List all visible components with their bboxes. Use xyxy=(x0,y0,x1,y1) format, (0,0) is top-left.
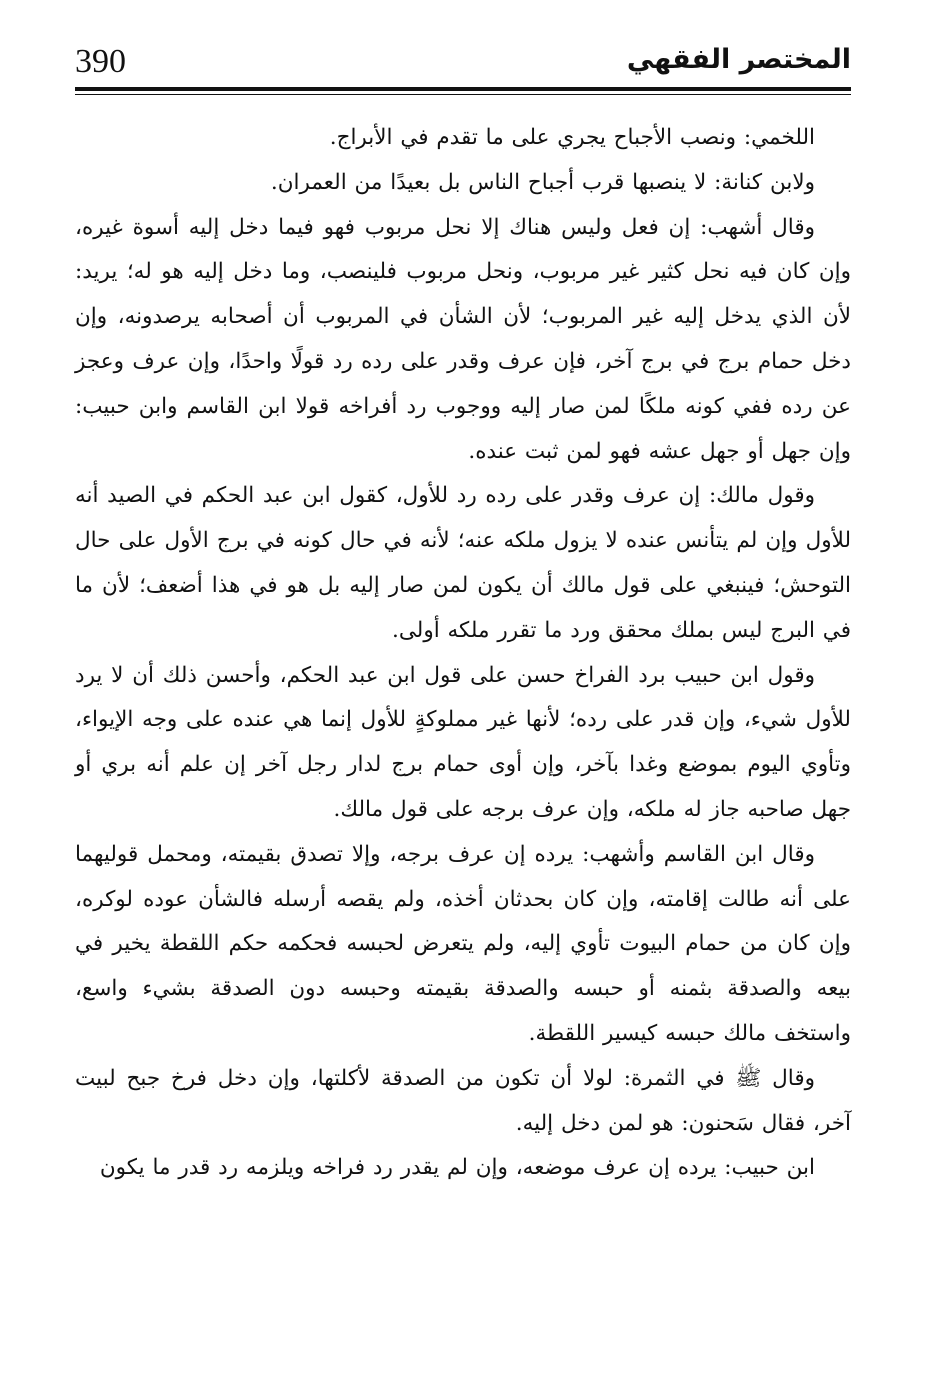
header-rule-thin xyxy=(75,94,851,95)
paragraph: وقال ﷺ في الثمرة: لولا أن تكون من الصدقة لأكلتها، وإن دخل فرخ جبح لبيت آخر، فقال سَحنون: هو لمن دخل إليه. xyxy=(75,1065,851,1136)
paragraph: ولابن كنانة: لا ينصبها قرب أجباح الناس بل بعيدًا من العمران. xyxy=(270,169,815,195)
page-header xyxy=(75,38,851,88)
paragraph: وقال أشهب: إن فعل وليس هناك إلا نحل مربوب فهو فيما دخل إليه أسوة غيره، وإن كان فيه نحل كثير غير مربوب، ونحل مربوب فلينصب، وما دخل إليه هو له؛ يريد: لأن الذي يدخل إليه غير المربوب؛ لأن الشأن في المربوب أن أصحابه يرصدونه، وإن دخل حمام برج في برج آخر، فإن عرف وقدر على رده رد قولًا واحدًا، وإن عرف وعجز عن رده ففي كونه ملكًا لمن صار إليه ووجوب رد أفراخه قولا ابن القاسم وابن حبيب: وإن جهل أو جهل عشه فهو لمن ثبت عنده. xyxy=(75,214,851,464)
paragraph: اللخمي: ونصب الأجباح يجري على ما تقدم في الأبراج. xyxy=(329,125,815,150)
paragraph: ابن حبيب: يرده إن عرف موضعه، وإن لم يقدر رد فراخه ويلزمه رد قدر ما يكون xyxy=(99,1155,815,1181)
page-number: 390 xyxy=(75,43,126,80)
text-body xyxy=(75,116,851,1191)
paragraph: وقول مالك: إن عرف وقدر على رده رد للأول، كقول ابن عبد الحكم في الصيد أنه للأول وإن لم يتأنس عنده لا يزول ملكه عنه؛ لأنه في حال كونه في برج الأول على حال التوحش؛ فينبغي على قول مالك أن يكون لمن صار إليه بل هو في هذا أضعف؛ لأن ما في البرج ليس بملك محقق ورد ما تقرر ملكه أولى. xyxy=(75,483,851,643)
header-rule xyxy=(75,87,851,91)
book-title: المختصر الفقهي xyxy=(626,44,851,75)
paragraph: وقال ابن القاسم وأشهب: يرده إن عرف برجه، وإلا تصدق بقيمته، ومحمل قوليهما على أنه طالت إقامته، وإن كان بحدثان أخذه، ولم يقصه أرسله فالشأن عوده لوكره، وإن كان من حمام البيوت تأوي إليه، ولم يتعرض لحبسه فحكمه حكم اللقطة يخير في بيعه والصدقة بثمنه أو حبسه والصدقة بقيمته وحبسه دون الصدقة بشيء واسع، واستخف مالك حبسه كيسير اللقطة. xyxy=(75,841,851,1046)
paragraph: وقول ابن حبيب برد الفراخ حسن على قول ابن عبد الحكم، وأحسن ذلك أن لا يرد للأول شيء، وإن قدر على رده؛ لأنها غير مملوكةٍ للأول إنما هي عنده على وجه الإيواء، وتأوي اليوم بموضع وغدا بآخر، وإن أوى حمام برج لدار رجل آخر إن علم أنه بري أو جهل صاحبه جاز له ملكه، وإن عرف برجه على قول مالك. xyxy=(75,662,851,822)
